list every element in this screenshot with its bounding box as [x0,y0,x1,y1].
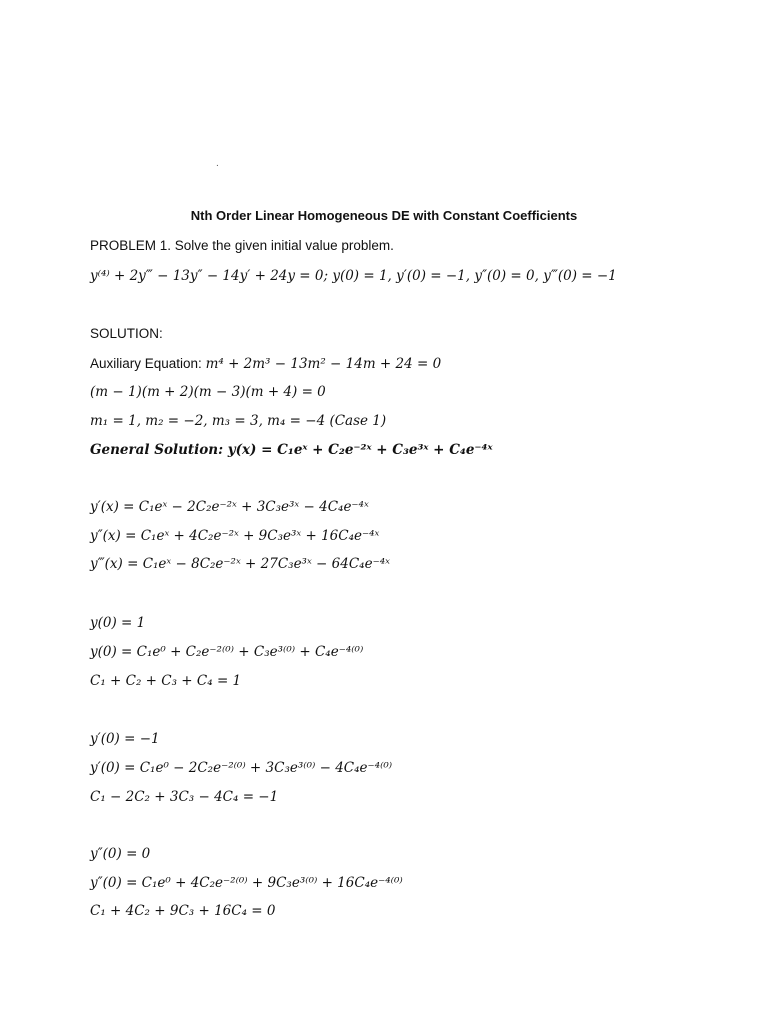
roots-line: m₁ = 1, m₂ = −2, m₃ = 3, m₄ = −4 (Case 1) [90,413,387,429]
condition1-given: y(0) = 1 [90,615,146,631]
auxiliary-equation [90,355,441,372]
stray-dot: . [216,158,219,169]
condition3-result: C₁ + 4C₂ + 9C₃ + 16C₄ = 0 [90,903,276,919]
auxiliary-equation-label: Auxiliary Equation: [90,356,206,371]
differential-equation: y⁽⁴⁾ + 2y‴ − 13y″ − 14y′ + 24y = 0; y(0) = 1, y′(0) = −1, y″(0) = 0, y‴(0) = −1 [90,268,617,284]
condition3-given: y″(0) = 0 [90,846,151,862]
condition1-substitution: y(0) = C₁e⁰ + C₂e⁻²⁽⁰⁾ + C₃e³⁽⁰⁾ + C₄e⁻⁴⁽⁰⁾ [90,644,364,660]
problem-statement: PROBLEM 1. Solve the given initial value problem. [90,238,394,253]
condition2-given: y′(0) = −1 [90,731,160,747]
condition1-result: C₁ + C₂ + C₃ + C₄ = 1 [90,673,242,689]
general-solution-label: General Solution [90,442,219,458]
solution-heading: SOLUTION: [90,326,163,341]
condition2-result: C₁ − 2C₂ + 3C₃ − 4C₄ = −1 [90,789,279,805]
second-derivative: y″(x) = C₁eˣ + 4C₂e⁻²ˣ + 9C₃e³ˣ + 16C₄e⁻⁴ˣ [90,528,380,544]
factored-equation: (m − 1)(m + 2)(m − 3)(m + 4) = 0 [90,384,326,400]
condition3-substitution: y″(0) = C₁e⁰ + 4C₂e⁻²⁽⁰⁾ + 9C₃e³⁽⁰⁾ + 16C₄e⁻⁴⁽⁰⁾ [90,875,403,891]
condition2-substitution: y′(0) = C₁e⁰ − 2C₂e⁻²⁽⁰⁾ + 3C₃e³⁽⁰⁾ − 4C₄e⁻⁴⁽⁰⁾ [90,760,393,776]
general-solution-expression: : y(x) = C₁eˣ + C₂e⁻²ˣ + C₃e³ˣ + C₄e⁻⁴ˣ [218,442,493,458]
document-title: Nth Order Linear Homogeneous DE with Constant Coefficients [190,208,578,223]
third-derivative: y‴(x) = C₁eˣ − 8C₂e⁻²ˣ + 27C₃e³ˣ − 64C₄e⁻⁴ˣ [90,556,390,572]
auxiliary-equation-expression: m⁴ + 2m³ − 13m² − 14m + 24 = 0 [205,356,442,372]
first-derivative: y′(x) = C₁eˣ − 2C₂e⁻²ˣ + 3C₃e³ˣ − 4C₄e⁻⁴ˣ [90,499,369,515]
general-solution [90,441,493,458]
